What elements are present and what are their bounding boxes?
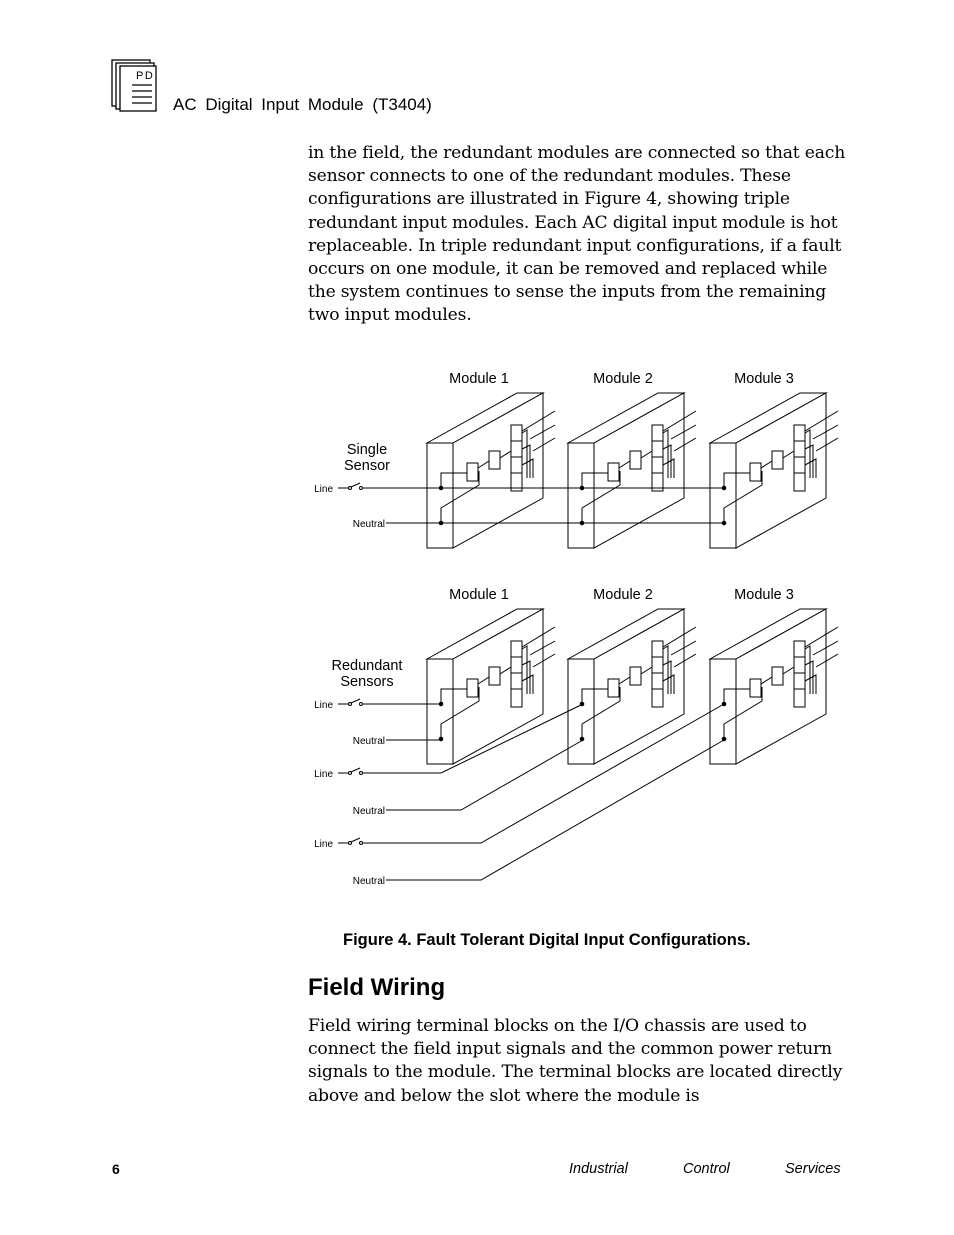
input-module xyxy=(710,609,838,764)
page-number: 6 xyxy=(112,1161,120,1177)
module-label: Module 1 xyxy=(449,371,509,387)
neutral-label: Neutral xyxy=(352,806,385,817)
input-module xyxy=(427,609,555,764)
input-module xyxy=(568,393,696,548)
module-label: Module 2 xyxy=(593,587,653,603)
pd-logo xyxy=(110,58,158,112)
input-module xyxy=(568,609,696,764)
neutral-label: Neutral xyxy=(352,519,385,530)
footer-company-word: Services xyxy=(785,1161,841,1177)
intro-paragraph: in the field, the redundant modules are connected so that each sensor connects to one of the redundant modules. These configurations are illustrated in Figure 4, showing triple redundant input modules. Each AC digital input module is hot replaceable. In triple redundant input configurations, if a fault occurs on one module, it can be removed and replaced while the system continues to sense the inputs from the remaining two input modules. xyxy=(308,143,846,326)
logo-text: PD xyxy=(136,70,155,82)
sensor-group-label: Single xyxy=(346,442,388,458)
footer-company-word: Control xyxy=(683,1161,730,1177)
sensor-switch xyxy=(338,483,363,490)
line-label: Line xyxy=(314,769,333,780)
section-heading: Field Wiring xyxy=(308,974,446,1001)
sensor-switch xyxy=(338,699,363,706)
page-header-title: AC Digital Input Module (T3404) xyxy=(173,95,432,114)
sensor-switch xyxy=(338,838,363,845)
module-label: Module 2 xyxy=(593,371,653,387)
sensor-group-label: Redundant xyxy=(331,658,403,674)
sensor-group-label: Sensor xyxy=(344,458,390,474)
line-label: Line xyxy=(314,839,333,850)
fault-tolerant-config-diagram xyxy=(308,360,853,905)
neutral-label: Neutral xyxy=(352,736,385,747)
figure-caption: Figure 4. Fault Tolerant Digital Input Configurations. xyxy=(343,931,751,949)
input-module xyxy=(710,393,838,548)
footer-company-word: Industrial xyxy=(569,1161,628,1177)
line-label: Line xyxy=(314,700,333,711)
neutral-label: Neutral xyxy=(352,876,385,887)
field-wiring-paragraph: Field wiring terminal blocks on the I/O chassis are used to connect the field input signals and the common power return signals to the module. The terminal blocks are located directly above and below the slot where the module is xyxy=(308,1016,843,1106)
module-label: Module 1 xyxy=(449,587,509,603)
module-label: Module 3 xyxy=(734,587,794,603)
line-label: Line xyxy=(314,484,333,495)
sensor-switch xyxy=(338,768,363,775)
sensor-group-label: Sensors xyxy=(340,674,394,690)
module-label: Module 3 xyxy=(734,371,794,387)
input-module xyxy=(427,393,555,548)
